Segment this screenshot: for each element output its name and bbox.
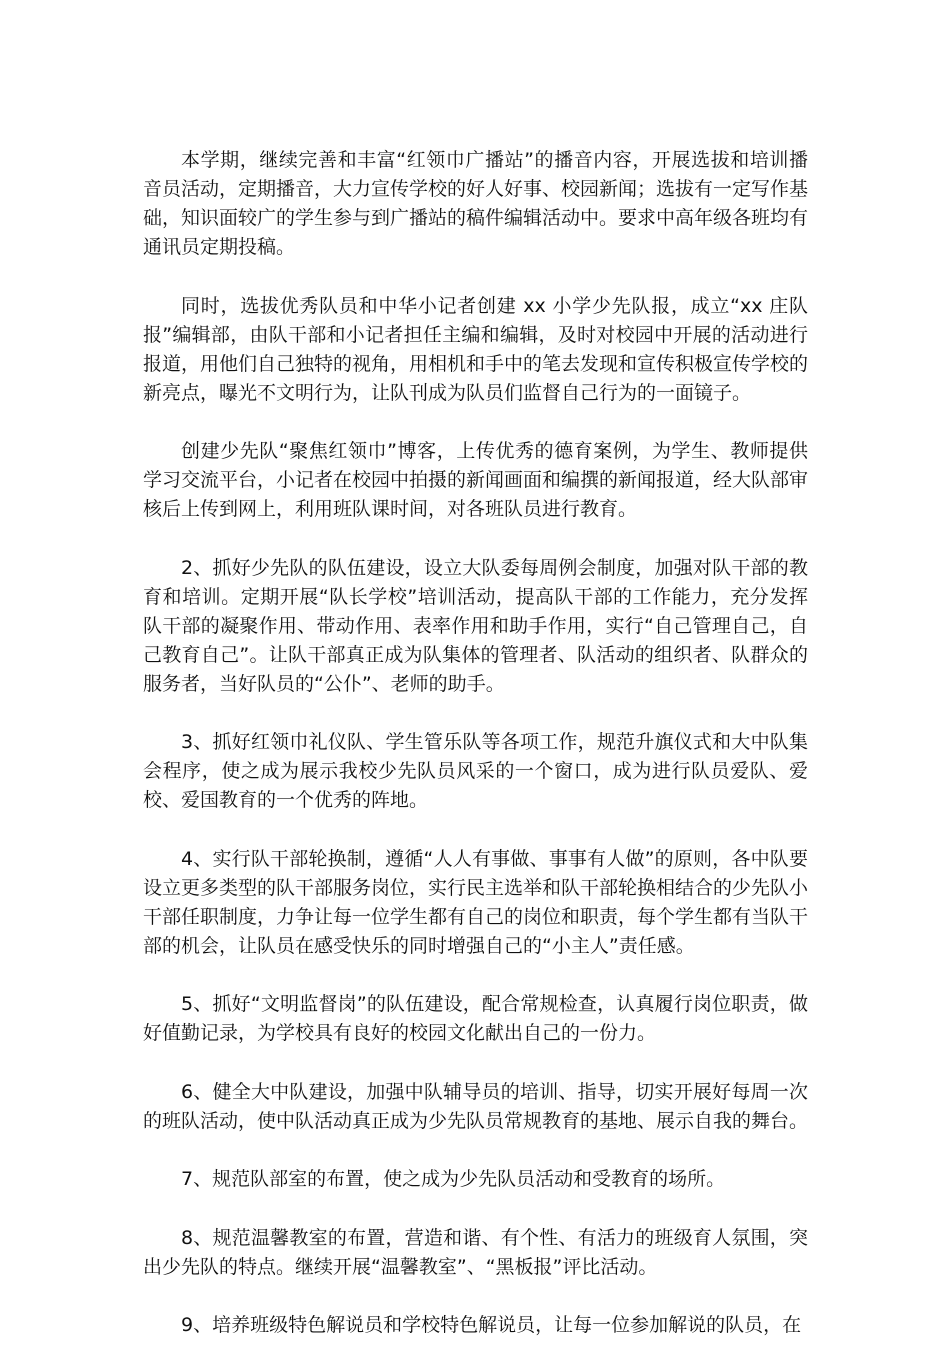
paragraph-school-newspaper: 同时，选拔优秀队员和中华小记者创建 xx 小学少先队报，成立“xx 庄队报”编辑部，由队干部和小记者担任主编和编辑，及时对校园中开展的活动进行报道，用他们自己独特的视角，用相机和手中的笔去发现和宣传积极宣传学校的新亮点，曝光不文明行为，让队刊成为队员们监督自己行为的一面镜子。 — [143, 294, 809, 404]
document-body — [143, 146, 808, 1370]
paragraph-item-6: 6、健全大中队建设，加强中队辅导员的培训、指导，切实开展好每周一次的班队活动，使中队活动真正成为少先队员常规教育的基地、展示自我的舞台。 — [143, 1080, 809, 1132]
paragraph-item-3: 3、抓好红领巾礼仪队、学生管乐队等各项工作，规范升旗仪式和大中队集会程序，使之成为展示我校少先队员风采的一个窗口，成为进行队员爱队、爱校、爱国教育的一个优秀的阵地。 — [143, 731, 808, 811]
paragraph-item-9: 9、培养班级特色解说员和学校特色解说员，让每一位参加解说的队员，在 — [181, 1314, 802, 1336]
paragraph-item-5: 5、抓好“文明监督岗”的队伍建设，配合常规检查，认真履行岗位职责，做好值勤记录，为学校具有良好的校园文化献出自己的一份力。 — [143, 993, 808, 1044]
paragraph-item-8: 8、规范温馨教室的布置，营造和谐、有个性、有活力的班级育人氛围，突出少先队的特点。继续开展“温馨教室”、“黑板报”评比活动。 — [143, 1226, 808, 1278]
paragraph-blog: 创建少先队“聚焦红领巾”博客，上传优秀的德育案例，为学生、教师提供学习交流平台，小记者在校园中拍摄的新闻画面和编撰的新闻报道，经大队部审核后上传到网上，利用班队课时间，对各班队员进行教育。 — [143, 440, 809, 520]
paragraph-item-4: 4、实行队干部轮换制，遵循“人人有事做、事事有人做”的原则，各中队要设立更多类型的队干部服务岗位，实行民主选举和队干部轮换相结合的少先队小干部任职制度，力争让每一位学生都有自己的岗位和职责，每个学生都有当队干部的机会，让队员在感受快乐的同时增强自己的“小主人”责任感。 — [143, 847, 809, 957]
paragraph-broadcast-station: 本学期，继续完善和丰富“红领巾广播站”的播音内容，开展选拔和培训播音员活动，定期播音，大力宣传学校的好人好事、校园新闻；选拔有一定写作基础，知识面较广的学生参与到广播站的稿件编辑活动中。要求中高年级各班均有通讯员定期投稿。 — [143, 149, 809, 258]
paragraph-item-2: 2、抓好少先队的队伍建设，设立大队委每周例会制度，加强对队干部的教育和培训。定期开展“队长学校”培训活动，提高队干部的工作能力，充分发挥队干部的凝聚作用、带动作用、表率作用和助手作用，实行“自己管理自己，自己教育自己”。让队干部真正成为队集体的管理者、队活动的组织者、队群众的服务者，当好队员的“公仆”、老师的助手。 — [143, 556, 808, 695]
paragraph-item-7: 7、规范队部室的布置，使之成为少先队员活动和受教育的场所。 — [181, 1168, 726, 1190]
